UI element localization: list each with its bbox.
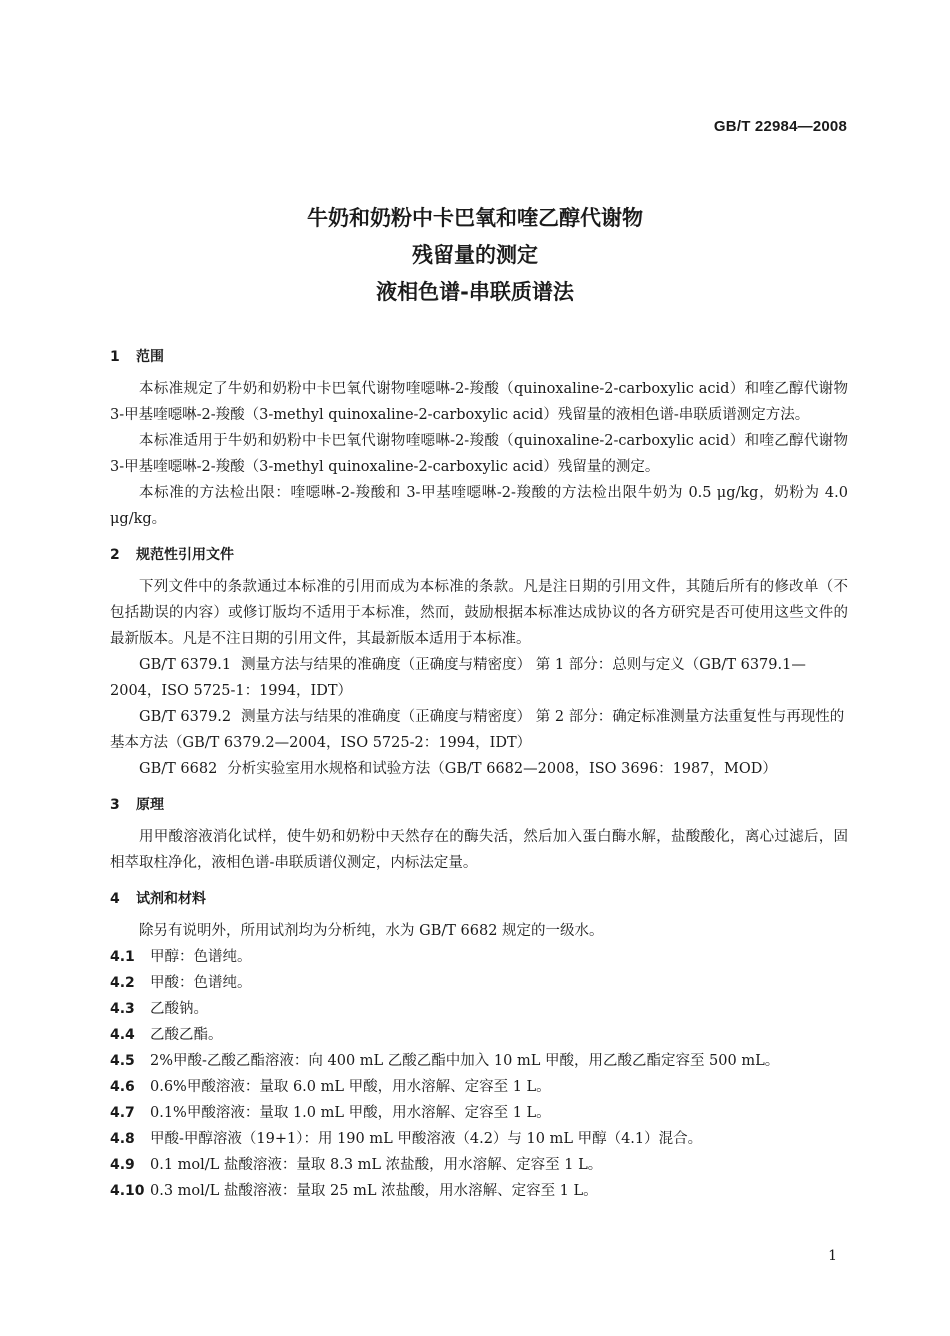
reference-text: 测量方法与结果的准确度（正确度与精密度） 第 1 部分：总则与定义（GB/T 6379.1—2004，ISO 5725-1：1994，IDT） <box>110 657 806 699</box>
item-number: 4.7 <box>110 1105 135 1121</box>
list-item <box>110 970 848 996</box>
page-number: 1 <box>828 1248 837 1264</box>
standard-number: GB/T 22984—2008 <box>713 118 847 135</box>
document-title <box>0 200 950 311</box>
paragraph: 下列文件中的条款通过本标准的引用而成为本标准的条款。凡是注日期的引用文件，其随后所有的修改单（不包括勘误的内容）或修订版均不适用于本标准，然而，鼓励根据本标准达成协议的各方研究是否可使用这些文件的最新版本。凡是不注日期的引用文件，其最新版本适用于本标准。 <box>110 579 848 647</box>
section-2-heading <box>110 542 848 568</box>
item-number: 4.9 <box>110 1157 135 1173</box>
item-number: 4.3 <box>110 1001 135 1017</box>
item-text: 0.1 mol/L 盐酸溶液：量取 8.3 mL 浓盐酸，用水溶解、定容至 1 L。 <box>150 1157 603 1173</box>
paragraph: 本标准的方法检出限：喹噁啉-2-羧酸和 3-甲基喹噁啉-2-羧酸的方法检出限牛奶为 0.5 μg/kg，奶粉为 4.0 μg/kg。 <box>110 485 848 527</box>
normative-reference <box>110 756 848 782</box>
section-4-heading <box>110 886 848 912</box>
item-text: 2%甲酸-乙酸乙酯溶液：向 400 mL 乙酸乙酯中加入 10 mL 甲酸，用乙酸乙酯定容至 500 mL。 <box>150 1053 780 1069</box>
section-title: 试剂和材料 <box>136 891 206 907</box>
reference-text: 测量方法与结果的准确度（正确度与精密度） 第 2 部分：确定标准测量方法重复性与再现性的基本方法（GB/T 6379.2—2004，ISO 5725-2：1994，IDT） <box>110 709 845 751</box>
list-item <box>110 996 848 1022</box>
item-text: 乙酸乙酯。 <box>150 1027 223 1043</box>
paragraph: 除另有说明外，所用试剂均为分析纯，水为 GB/T 6682 规定的一级水。 <box>139 923 604 939</box>
item-number: 4.2 <box>110 975 135 991</box>
reference-code: GB/T 6682 <box>139 761 218 777</box>
section-3-heading <box>110 792 848 818</box>
item-text: 甲酸-甲醇溶液（19+1）：用 190 mL 甲酸溶液（4.2）与 10 mL 甲醇（4.1）混合。 <box>150 1131 703 1147</box>
item-text: 0.3 mol/L 盐酸溶液：量取 25 mL 浓盐酸，用水溶解、定容至 1 L。 <box>150 1183 598 1199</box>
paragraph: 本标准适用于牛奶和奶粉中卡巴氧代谢物喹噁啉-2-羧酸（quinoxaline-2-carboxylic acid）和喹乙醇代谢物 3-甲基喹噁啉-2-羧酸（3-methyl quinoxaline-2-carboxylic acid）残留量的测定。 <box>110 433 848 475</box>
reference-text: 分析实验室用水规格和试验方法（GB/T 6682—2008，ISO 3696：1987，MOD） <box>227 761 777 777</box>
reference-code: GB/T 6379.2 <box>139 709 232 725</box>
section-title: 规范性引用文件 <box>136 547 234 563</box>
item-number: 4.10 <box>110 1183 145 1199</box>
item-text: 0.1%甲酸溶液：量取 1.0 mL 甲酸，用水溶解、定容至 1 L。 <box>150 1105 551 1121</box>
item-number: 4.5 <box>110 1053 135 1069</box>
section-number: 1 <box>110 349 120 365</box>
list-item <box>110 944 848 970</box>
section-title: 范围 <box>136 349 164 365</box>
item-number: 4.4 <box>110 1027 135 1043</box>
section-number: 4 <box>110 891 120 907</box>
list-item <box>110 1152 848 1178</box>
section-1-heading <box>110 344 848 370</box>
normative-reference <box>110 652 848 704</box>
normative-reference <box>110 704 848 756</box>
item-number: 4.1 <box>110 949 135 965</box>
item-text: 甲酸：色谱纯。 <box>150 975 252 991</box>
item-number: 4.6 <box>110 1079 135 1095</box>
section-number: 3 <box>110 797 120 813</box>
list-item <box>110 1178 848 1204</box>
document-body <box>110 344 848 1204</box>
title-line-3: 液相色谱-串联质谱法 <box>376 280 574 304</box>
title-line-2: 残留量的测定 <box>412 243 538 267</box>
item-text: 甲醇：色谱纯。 <box>150 949 252 965</box>
list-item <box>110 1126 848 1152</box>
list-item <box>110 1100 848 1126</box>
list-item <box>110 1048 848 1074</box>
item-text: 0.6%甲酸溶液：量取 6.0 mL 甲酸，用水溶解、定容至 1 L。 <box>150 1079 551 1095</box>
section-number: 2 <box>110 547 120 563</box>
list-item <box>110 1022 848 1048</box>
reference-code: GB/T 6379.1 <box>139 657 232 673</box>
title-line-1: 牛奶和奶粉中卡巴氧和喹乙醇代谢物 <box>307 206 643 230</box>
paragraph: 用甲酸溶液消化试样，使牛奶和奶粉中天然存在的酶失活，然后加入蛋白酶水解，盐酸酸化，离心过滤后，固相萃取柱净化，液相色谱-串联质谱仪测定，内标法定量。 <box>110 829 848 871</box>
section-title: 原理 <box>136 797 164 813</box>
paragraph: 本标准规定了牛奶和奶粉中卡巴氧代谢物喹噁啉-2-羧酸（quinoxaline-2-carboxylic acid）和喹乙醇代谢物 3-甲基喹噁啉-2-羧酸（3-methyl quinoxaline-2-carboxylic acid）残留量的液相色谱-串联质谱测定方法。 <box>110 381 848 423</box>
list-item <box>110 1074 848 1100</box>
item-number: 4.8 <box>110 1131 135 1147</box>
item-text: 乙酸钠。 <box>150 1001 208 1017</box>
